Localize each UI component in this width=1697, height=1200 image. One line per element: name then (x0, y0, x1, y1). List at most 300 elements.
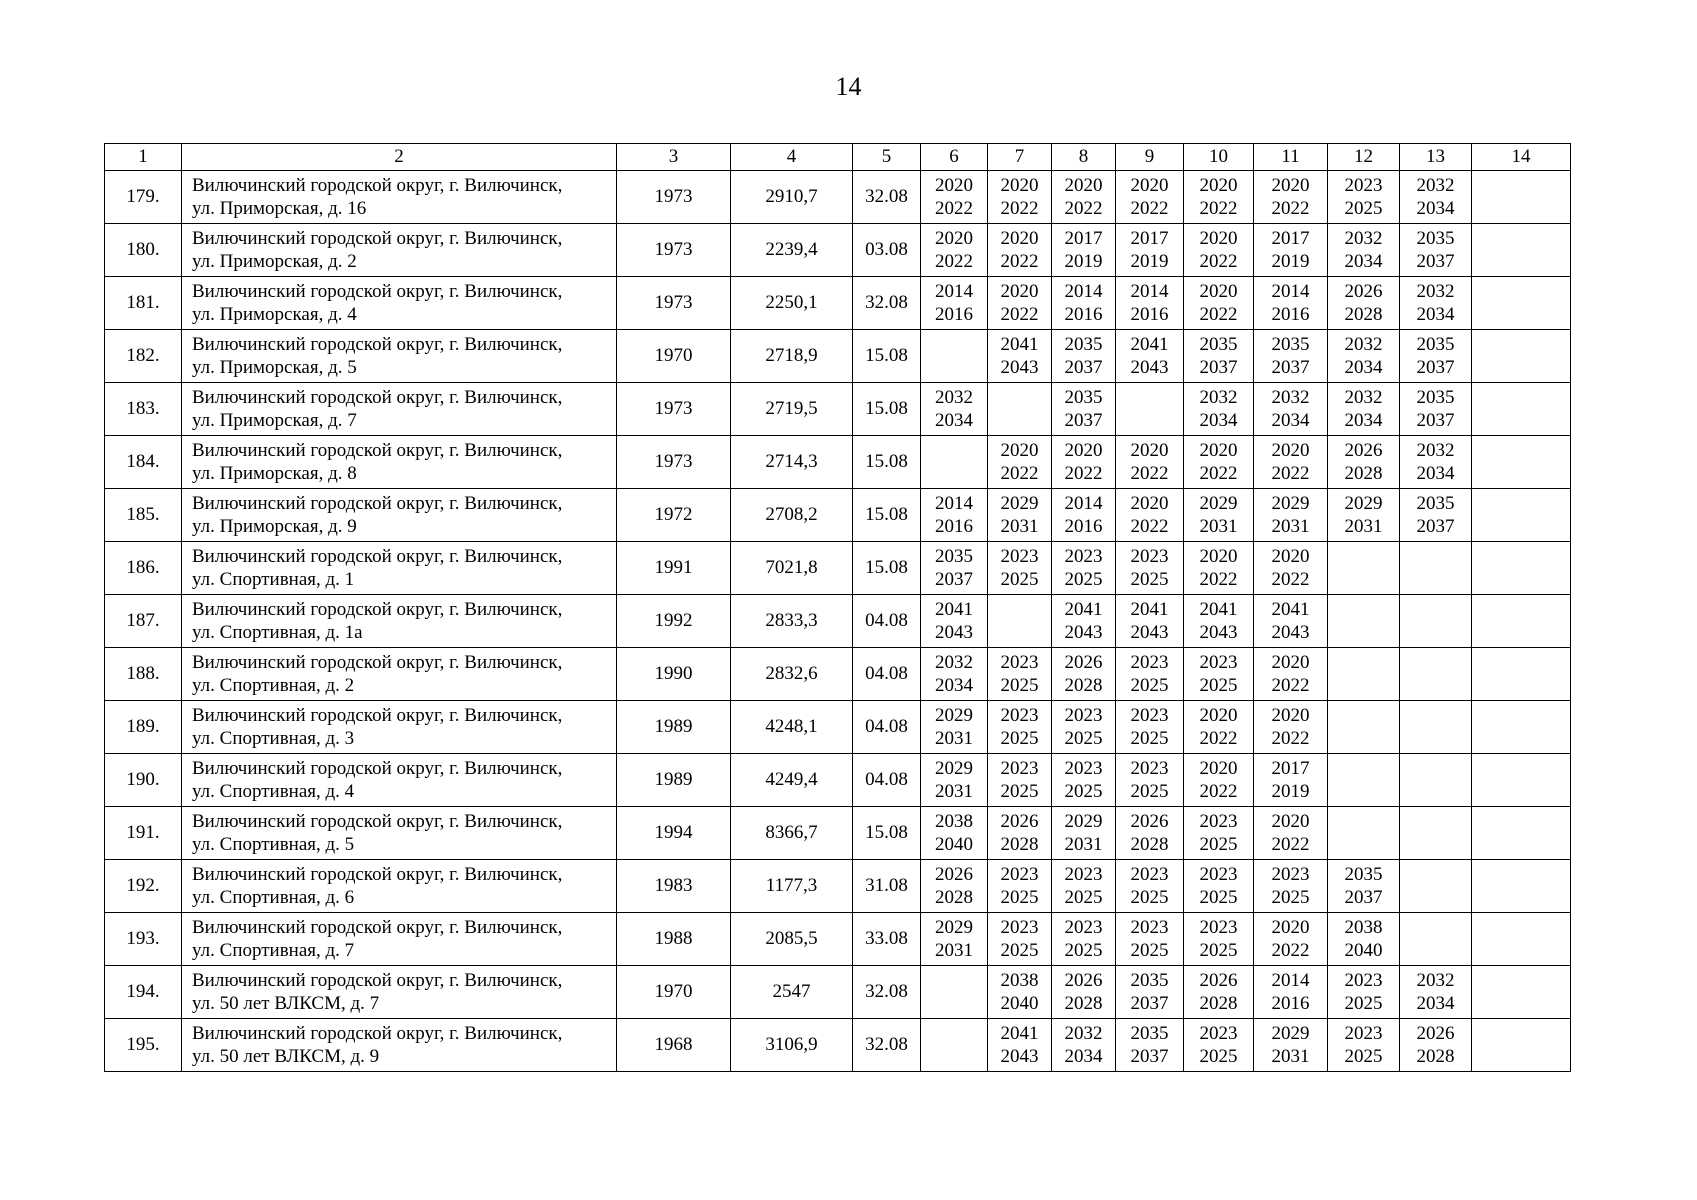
area-cell: 7021,8 (731, 542, 853, 595)
period-end-year: 2025 (1199, 834, 1238, 855)
period-cell (1472, 1019, 1571, 1072)
period-cell (1254, 277, 1328, 330)
period-start-year: 2023 (1064, 917, 1103, 938)
period-end-year: 2025 (1199, 887, 1238, 908)
period-start-year: 2026 (1416, 1023, 1455, 1044)
period-cell (1400, 171, 1472, 224)
period-start-year: 2014 (1271, 970, 1310, 991)
code-cell: 32.08 (853, 1019, 921, 1072)
period-cell (1328, 542, 1400, 595)
period-start-year: 2029 (1064, 811, 1103, 832)
row-number-cell: 184. (105, 436, 182, 489)
period-cell (921, 1019, 988, 1072)
period-start-year: 2023 (1130, 864, 1169, 885)
period-cell (1400, 383, 1472, 436)
period-end-year: 2016 (1271, 993, 1310, 1014)
period-end-year: 2034 (935, 410, 973, 431)
period-end-year: 2025 (1130, 940, 1169, 961)
period-cell (1116, 807, 1184, 860)
period-cell (1052, 277, 1116, 330)
period-cell (1184, 277, 1254, 330)
address-line-2: ул. Приморская, д. 16 (192, 198, 367, 219)
period-cell (1400, 489, 1472, 542)
code-cell: 33.08 (853, 913, 921, 966)
row-number-cell: 188. (105, 648, 182, 701)
column-number-row (105, 144, 1571, 171)
period-cell (1472, 807, 1571, 860)
period-cell (1052, 966, 1116, 1019)
period-cell (1400, 807, 1472, 860)
period-cell (1116, 171, 1184, 224)
period-cell (1052, 224, 1116, 277)
period-end-year: 2034 (1416, 463, 1455, 484)
period-start-year: 2020 (1130, 440, 1169, 461)
period-start-year: 2026 (1199, 970, 1238, 991)
address-line-2: ул. 50 лет ВЛКСМ, д. 9 (192, 1046, 380, 1067)
construction-year-cell: 1990 (617, 648, 731, 701)
period-cell (1254, 383, 1328, 436)
period-cell (1328, 383, 1400, 436)
address-line-2: ул. Спортивная, д. 7 (192, 940, 355, 961)
period-cell (1184, 171, 1254, 224)
row-number-cell: 193. (105, 913, 182, 966)
period-end-year: 2034 (1416, 304, 1455, 325)
period-cell (1328, 913, 1400, 966)
period-end-year: 2025 (1000, 887, 1039, 908)
period-end-year: 2037 (1416, 516, 1455, 537)
address-cell (182, 595, 617, 648)
period-start-year: 2020 (935, 228, 973, 249)
period-cell (1254, 436, 1328, 489)
row-number-cell: 192. (105, 860, 182, 913)
period-start-year: 2023 (1344, 175, 1383, 196)
column-header: 2 (182, 144, 617, 171)
address-line-2: ул. Приморская, д. 5 (192, 357, 357, 378)
period-end-year: 2016 (935, 516, 973, 537)
period-start-year: 2026 (935, 864, 973, 885)
period-start-year: 2035 (1130, 970, 1169, 991)
period-start-year: 2026 (1064, 652, 1103, 673)
period-end-year: 2022 (1130, 516, 1169, 537)
period-end-year: 2022 (1199, 198, 1238, 219)
period-start-year: 2041 (935, 599, 973, 620)
period-cell (921, 595, 988, 648)
code-cell: 04.08 (853, 701, 921, 754)
period-end-year: 2034 (1344, 251, 1383, 272)
period-end-year: 2022 (1000, 251, 1039, 272)
period-start-year: 2032 (1344, 387, 1383, 408)
period-end-year: 2022 (935, 198, 973, 219)
period-start-year: 2023 (1344, 1023, 1383, 1044)
period-cell (1184, 383, 1254, 436)
column-header: 9 (1116, 144, 1184, 171)
table-row (105, 489, 1571, 542)
period-cell (988, 595, 1052, 648)
period-end-year: 2016 (1130, 304, 1169, 325)
row-number-cell: 185. (105, 489, 182, 542)
period-end-year: 2025 (1000, 728, 1039, 749)
period-start-year: 2023 (1130, 652, 1169, 673)
period-cell (1472, 489, 1571, 542)
period-end-year: 2022 (1271, 940, 1310, 961)
area-cell: 1177,3 (731, 860, 853, 913)
period-end-year: 2025 (1064, 569, 1103, 590)
period-end-year: 2022 (1271, 834, 1310, 855)
period-cell (1184, 860, 1254, 913)
period-start-year: 2023 (1130, 705, 1169, 726)
period-cell (1116, 966, 1184, 1019)
period-start-year: 2029 (935, 758, 973, 779)
address-cell (182, 542, 617, 595)
period-start-year: 2017 (1271, 758, 1310, 779)
address-line-1: Вилючинский городской округ, г. Вилючинск, (192, 387, 563, 408)
period-cell (921, 224, 988, 277)
period-start-year: 2020 (1000, 228, 1039, 249)
row-number-cell: 194. (105, 966, 182, 1019)
period-end-year: 2037 (1130, 1046, 1169, 1067)
period-cell (1052, 754, 1116, 807)
area-cell: 2719,5 (731, 383, 853, 436)
area-cell: 2708,2 (731, 489, 853, 542)
period-start-year: 2035 (1130, 1023, 1169, 1044)
table-row (105, 701, 1571, 754)
period-end-year: 2022 (1130, 198, 1169, 219)
period-start-year: 2020 (1199, 546, 1238, 567)
period-end-year: 2025 (1344, 993, 1383, 1014)
address-line-2: ул. Спортивная, д. 1 (192, 569, 355, 590)
area-cell: 4249,4 (731, 754, 853, 807)
period-end-year: 2022 (935, 251, 973, 272)
period-cell (921, 860, 988, 913)
period-end-year: 2019 (1064, 251, 1103, 272)
period-cell (1472, 754, 1571, 807)
period-start-year: 2041 (1000, 1023, 1039, 1044)
table-row (105, 860, 1571, 913)
period-end-year: 2025 (1344, 1046, 1383, 1067)
period-cell (921, 648, 988, 701)
period-cell (1254, 224, 1328, 277)
period-cell (1184, 595, 1254, 648)
period-cell (921, 330, 988, 383)
period-cell (1472, 171, 1571, 224)
period-start-year: 2023 (1064, 546, 1103, 567)
area-cell: 2832,6 (731, 648, 853, 701)
period-start-year: 2014 (1271, 281, 1310, 302)
period-cell (1116, 913, 1184, 966)
period-cell (988, 542, 1052, 595)
period-end-year: 2031 (1064, 834, 1103, 855)
period-cell (988, 171, 1052, 224)
period-start-year: 2035 (1416, 387, 1455, 408)
period-start-year: 2035 (1344, 864, 1383, 885)
period-end-year: 2019 (1271, 251, 1310, 272)
period-end-year: 2025 (1130, 728, 1169, 749)
period-end-year: 2031 (1344, 516, 1383, 537)
period-start-year: 2023 (1130, 917, 1169, 938)
address-line-1: Вилючинский городской округ, г. Вилючинск, (192, 970, 563, 991)
period-start-year: 2017 (1130, 228, 1169, 249)
period-start-year: 2023 (1344, 970, 1383, 991)
period-start-year: 2020 (1271, 705, 1310, 726)
period-end-year: 2028 (1344, 463, 1383, 484)
period-cell (1254, 542, 1328, 595)
period-cell (1116, 224, 1184, 277)
address-cell (182, 330, 617, 383)
period-start-year: 2032 (1416, 440, 1455, 461)
table-row (105, 595, 1571, 648)
period-cell (988, 489, 1052, 542)
period-end-year: 2019 (1271, 781, 1310, 802)
area-cell: 2718,9 (731, 330, 853, 383)
period-start-year: 2020 (1000, 175, 1039, 196)
period-end-year: 2031 (1271, 516, 1310, 537)
area-cell: 2833,3 (731, 595, 853, 648)
period-cell (921, 966, 988, 1019)
period-start-year: 2020 (1199, 440, 1238, 461)
period-cell (1116, 860, 1184, 913)
period-cell (1052, 701, 1116, 754)
period-end-year: 2019 (1130, 251, 1169, 272)
period-cell (1254, 330, 1328, 383)
area-cell: 3106,9 (731, 1019, 853, 1072)
address-cell (182, 913, 617, 966)
period-end-year: 2025 (1271, 887, 1310, 908)
table-body (105, 171, 1571, 1072)
period-start-year: 2023 (1199, 811, 1238, 832)
period-start-year: 2035 (1064, 334, 1103, 355)
period-end-year: 2025 (1130, 781, 1169, 802)
column-header: 13 (1400, 144, 1472, 171)
period-end-year: 2022 (1000, 304, 1039, 325)
period-end-year: 2034 (1344, 410, 1383, 431)
code-cell: 04.08 (853, 754, 921, 807)
period-end-year: 2037 (1416, 251, 1455, 272)
area-cell: 2239,4 (731, 224, 853, 277)
period-cell (1052, 489, 1116, 542)
period-cell (988, 966, 1052, 1019)
period-cell (988, 383, 1052, 436)
period-cell (1184, 648, 1254, 701)
period-end-year: 2040 (1344, 940, 1383, 961)
period-cell (921, 754, 988, 807)
period-cell (1328, 489, 1400, 542)
period-end-year: 2037 (1064, 357, 1103, 378)
period-end-year: 2043 (1199, 622, 1238, 643)
period-cell (1400, 966, 1472, 1019)
column-header: 7 (988, 144, 1052, 171)
period-end-year: 2025 (1199, 675, 1238, 696)
row-number-cell: 183. (105, 383, 182, 436)
period-end-year: 2037 (1064, 410, 1103, 431)
period-end-year: 2022 (1271, 569, 1310, 590)
period-cell (1116, 330, 1184, 383)
period-cell (1052, 648, 1116, 701)
period-end-year: 2043 (1000, 1046, 1039, 1067)
period-start-year: 2026 (1064, 970, 1103, 991)
period-cell (1184, 913, 1254, 966)
construction-year-cell: 1988 (617, 913, 731, 966)
period-start-year: 2032 (935, 652, 973, 673)
table-row (105, 648, 1571, 701)
period-end-year: 2028 (1130, 834, 1169, 855)
period-end-year: 2022 (1199, 304, 1238, 325)
period-end-year: 2025 (1064, 781, 1103, 802)
period-cell (1116, 277, 1184, 330)
period-start-year: 2020 (1064, 440, 1103, 461)
table-row (105, 1019, 1571, 1072)
period-end-year: 2037 (1130, 993, 1169, 1014)
code-cell: 15.08 (853, 330, 921, 383)
period-cell (1328, 1019, 1400, 1072)
period-end-year: 2022 (1064, 463, 1103, 484)
period-end-year: 2025 (1064, 728, 1103, 749)
period-cell (1052, 1019, 1116, 1072)
address-line-1: Вилючинский городской округ, г. Вилючинск, (192, 758, 563, 779)
period-end-year: 2043 (1130, 622, 1169, 643)
address-line-1: Вилючинский городской округ, г. Вилючинск, (192, 334, 563, 355)
period-cell (1254, 648, 1328, 701)
housing-registry-table (104, 143, 1571, 1072)
period-end-year: 2028 (1000, 834, 1039, 855)
address-line-2: ул. Спортивная, д. 4 (192, 781, 355, 802)
column-header: 10 (1184, 144, 1254, 171)
period-start-year: 2023 (1064, 864, 1103, 885)
period-start-year: 2020 (1199, 175, 1238, 196)
period-start-year: 2035 (1416, 493, 1455, 514)
period-cell (1184, 436, 1254, 489)
period-cell (988, 330, 1052, 383)
period-end-year: 2034 (1199, 410, 1238, 431)
code-cell: 32.08 (853, 277, 921, 330)
row-number-cell: 179. (105, 171, 182, 224)
period-cell (1184, 1019, 1254, 1072)
period-end-year: 2037 (935, 569, 973, 590)
period-end-year: 2028 (1344, 304, 1383, 325)
period-end-year: 2037 (1416, 410, 1455, 431)
period-end-year: 2043 (1000, 357, 1039, 378)
address-line-1: Вилючинский городской округ, г. Вилючинск, (192, 917, 563, 938)
table-row (105, 966, 1571, 1019)
period-cell (1400, 330, 1472, 383)
period-cell (1052, 595, 1116, 648)
period-start-year: 2026 (1344, 281, 1383, 302)
address-line-1: Вилючинский городской округ, г. Вилючинск, (192, 228, 563, 249)
period-start-year: 2026 (1130, 811, 1169, 832)
address-cell (182, 860, 617, 913)
period-start-year: 2035 (1199, 334, 1238, 355)
period-cell (1116, 648, 1184, 701)
period-cell (1328, 860, 1400, 913)
period-start-year: 2026 (1000, 811, 1039, 832)
period-start-year: 2014 (1130, 281, 1169, 302)
period-cell (1472, 913, 1571, 966)
row-number-cell: 190. (105, 754, 182, 807)
period-cell (1472, 542, 1571, 595)
period-cell (1052, 807, 1116, 860)
period-start-year: 2038 (1000, 970, 1039, 991)
period-start-year: 2020 (1199, 705, 1238, 726)
period-cell (1052, 383, 1116, 436)
period-cell (1184, 807, 1254, 860)
period-cell (1472, 277, 1571, 330)
code-cell: 15.08 (853, 383, 921, 436)
address-line-1: Вилючинский городской округ, г. Вилючинск, (192, 864, 563, 885)
period-cell (1254, 754, 1328, 807)
period-end-year: 2022 (1199, 463, 1238, 484)
period-start-year: 2014 (1064, 281, 1103, 302)
period-cell (1328, 277, 1400, 330)
construction-year-cell: 1973 (617, 171, 731, 224)
period-cell (1184, 701, 1254, 754)
period-end-year: 2025 (1199, 1046, 1238, 1067)
construction-year-cell: 1970 (617, 330, 731, 383)
table-row (105, 913, 1571, 966)
address-line-1: Вилючинский городской округ, г. Вилючинск, (192, 175, 563, 196)
period-start-year: 2038 (1344, 917, 1383, 938)
period-end-year: 2043 (1271, 622, 1310, 643)
period-cell (1472, 330, 1571, 383)
period-cell (1184, 224, 1254, 277)
row-number-cell: 186. (105, 542, 182, 595)
period-start-year: 2032 (1271, 387, 1310, 408)
period-end-year: 2025 (1344, 198, 1383, 219)
period-end-year: 2028 (935, 887, 973, 908)
period-start-year: 2017 (1271, 228, 1310, 249)
period-cell (1400, 224, 1472, 277)
construction-year-cell: 1989 (617, 701, 731, 754)
period-start-year: 2041 (1199, 599, 1238, 620)
period-start-year: 2023 (1199, 1023, 1238, 1044)
row-number-cell: 187. (105, 595, 182, 648)
address-line-1: Вилючинский городской округ, г. Вилючинск, (192, 493, 563, 514)
period-cell (1254, 807, 1328, 860)
period-cell (1472, 701, 1571, 754)
period-start-year: 2020 (1271, 175, 1310, 196)
period-cell (1328, 595, 1400, 648)
period-start-year: 2029 (1271, 1023, 1310, 1044)
period-end-year: 2022 (1199, 781, 1238, 802)
construction-year-cell: 1973 (617, 224, 731, 277)
area-cell: 2714,3 (731, 436, 853, 489)
period-cell (1052, 171, 1116, 224)
period-start-year: 2023 (1000, 917, 1039, 938)
period-end-year: 2025 (1064, 940, 1103, 961)
period-start-year: 2017 (1064, 228, 1103, 249)
period-end-year: 2031 (935, 781, 973, 802)
period-start-year: 2023 (1271, 864, 1310, 885)
period-start-year: 2020 (1271, 652, 1310, 673)
period-cell (1116, 436, 1184, 489)
row-number-cell: 180. (105, 224, 182, 277)
table-row (105, 807, 1571, 860)
period-start-year: 2023 (1064, 758, 1103, 779)
period-end-year: 2022 (1271, 728, 1310, 749)
code-cell: 04.08 (853, 648, 921, 701)
period-end-year: 2037 (1199, 357, 1238, 378)
period-cell (1328, 330, 1400, 383)
period-start-year: 2020 (1000, 440, 1039, 461)
address-line-2: ул. Приморская, д. 9 (192, 516, 357, 537)
period-start-year: 2041 (1271, 599, 1310, 620)
row-number-cell: 181. (105, 277, 182, 330)
period-start-year: 2020 (1000, 281, 1039, 302)
address-line-2: ул. 50 лет ВЛКСМ, д. 7 (192, 993, 380, 1014)
period-start-year: 2032 (1416, 281, 1455, 302)
period-cell (1116, 542, 1184, 595)
column-header: 5 (853, 144, 921, 171)
period-cell (988, 436, 1052, 489)
period-cell (921, 542, 988, 595)
